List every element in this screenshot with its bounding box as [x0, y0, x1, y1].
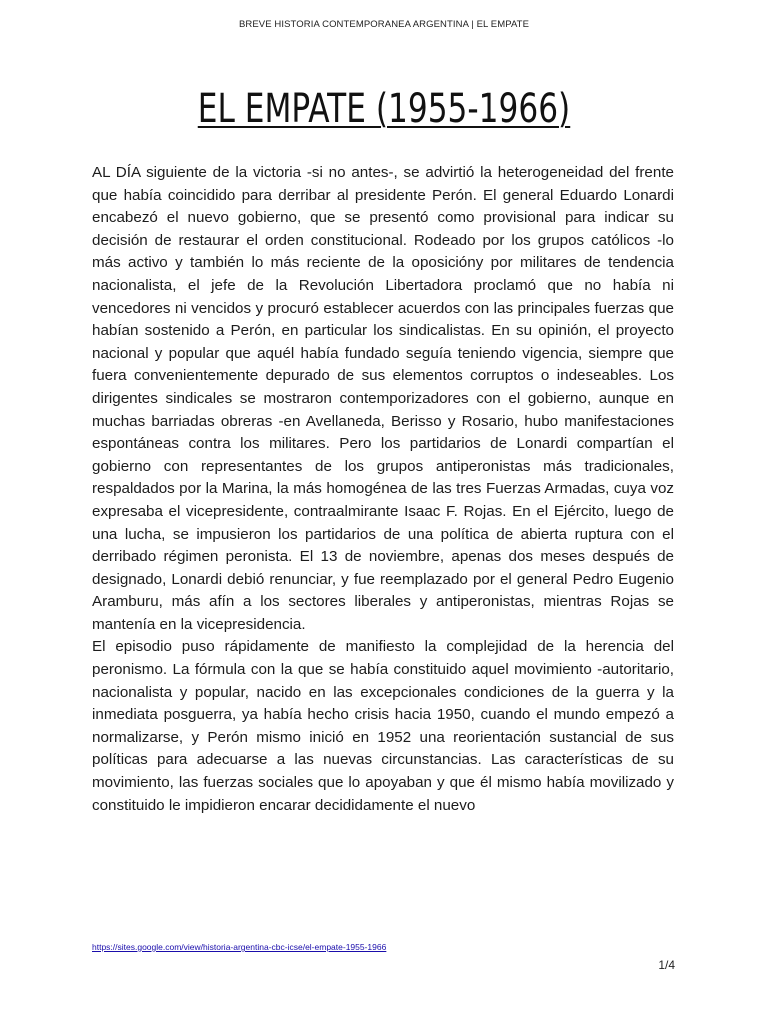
running-header: BREVE HISTORIA CONTEMPORANEA ARGENTINA | EL EMPATE [238, 19, 530, 30]
paragraph: AL DÍA siguiente de la victoria -si no antes-, se advirtió la heterogeneidad del frente que había coincidido para derribar al presidente Perón. El general Eduardo Lonardi encabezó el nuevo gobierno, que se presentó como provisional para indicar su decisión de restaurar el orden constitucional. Rodeado por los grupos católicos -lo más activo y también lo más reciente de la oposicióny por militares de tendencia nacionalista, el jefe de la Revolución Libertadora proclamó que no había ni vencedores ni vencidos y procuró establecer acuerdos con las principales fuerzas que habían sostenido a Perón, en particular los sindicalistas. En su opinión, el proyecto nacional y popular que aquél había fundado seguía teniendo vigencia, siempre que fuera convenientemente depurado de sus elementos corruptos o indeseables. Los dirigentes sindicales se mostraron contemporizadores con el gobierno, aunque en muchas barriadas obreras -en Avellaneda, Berisso y Rosario, hubo manifestaciones espontáneas contra los militares. Pero los partidarios de Lonardi compartían el gobierno con representantes de los grupos antiperonistas más tradicionales, respaldados por la Marina, la más homogénea de las tres Fuerzas Armadas, cuya voz expresaba el vicepresidente, contraalmirante Isaac F. Rojas. En el Ejército, luego de una lucha, se impusieron los partidarios de una política de abierta ruptura con el derribado régimen peronista. El 13 de noviembre, apenas dos meses después de designado, Lonardi debió renunciar, y fue reemplazado por el general Pedro Eugenio Aramburu, más afín a los sectores liberales y antiperonistas, mientras Rojas se mantenía en la vicepresidencia. [92, 164, 674, 633]
document-title: EL EMPATE (1955-1966) [197, 86, 571, 132]
page-number: 1/4 [658, 958, 675, 972]
source-link[interactable]: https://sites.google.com/view/historia-argentina-cbc-icse/el-empate-1955-1966 [92, 942, 387, 952]
paragraph: El episodio puso rápidamente de manifiesto la complejidad de la herencia del peronismo. La fórmula con la que se había constituido aquel movimiento -autoritario, nacionalista y popular, nacido en las excepcionales condiciones de la guerra y la inmediata posguerra, ya había hecho crisis hacia 1950, cuando el mundo empezó a normalizarse, y Perón mismo inició en 1952 una reorientación sustancial de sus políticas para adecuarse a las nuevas circunstancias. Las características de su movimiento, las fuerzas sociales que lo apoyaban y que él mismo había movilizado y constituido le impidieron encarar decididamente el nuevo [92, 638, 674, 814]
body-text [92, 162, 674, 817]
